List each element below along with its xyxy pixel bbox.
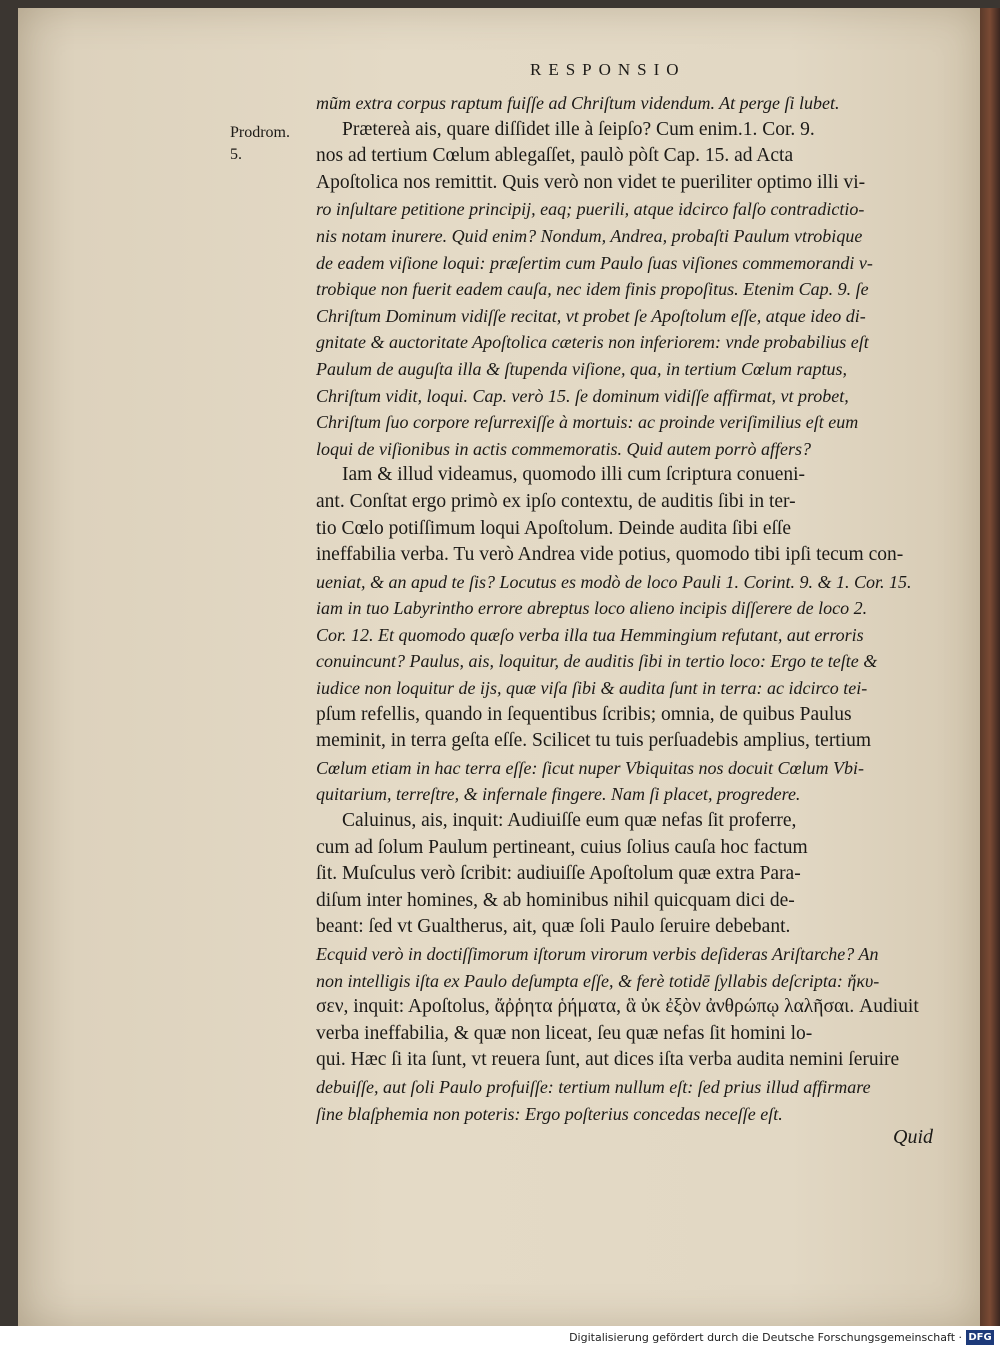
text-line: pſum refellis, quando in ſequentibus ſcribis; omnia, de quibus Paulus <box>316 703 852 725</box>
text-line: diſum inter homines, & ab hominibus nihil quicquam dici de- <box>316 889 795 911</box>
text-line: Cœlum etiam in hac terra eſſe: ſicut nuper Vbiquitas nos docuit Cœlum Vbi- <box>316 757 864 778</box>
text-line: trobique non fuerit eadem cauſa, nec idem finis propoſitus. Etenim Cap. 9. ſe <box>316 279 869 300</box>
book-edge <box>980 8 1000 1326</box>
text-line: mũm extra corpus raptum fuiſſe ad Chriſtum videndum. At perge ſi lubet. <box>316 93 840 113</box>
text-line: tio Cœlo potiſſimum loqui Apoſtolum. Deinde audita ſibi eſſe <box>316 517 792 539</box>
text-line: nis notam inurere. Quid enim? Nondum, Andrea, probaſti Paulum vtrobique <box>316 225 863 246</box>
text-line: Ecquid verò in doctiſſimorum iſtorum virorum verbis deſideras Ariſtarche? An <box>316 944 879 964</box>
text-line: ineffabilia verba. Tu verò Andrea vide potius, quomodo tibi ipſi tecum con- <box>316 544 904 566</box>
dfg-logo: DFG <box>966 1330 994 1345</box>
footer-credit: Digitalisierung gefördert durch die Deutsche Forschungsgemeinschaft · <box>569 1331 962 1344</box>
text-line: σεν, inquit: Apoſtolus, ἄῤῥητα ῥήματα, ἃ ὐκ ἐξὸν ἀνθρώπῳ λαλῆσαι. Audiuit <box>316 996 919 1018</box>
text-line: qui. Hæc ſi ita ſunt, vt reuera ſunt, aut dices iſta verba audita nemini ſeruire <box>316 1049 900 1071</box>
text-line: Iam & illud videamus, quomodo illi cum ſcriptura conueni- <box>342 464 806 486</box>
text-line: Caluinus, ais, inquit: Audiuiſſe eum quæ nefas ſit proferre, <box>342 810 797 832</box>
text-line: debuiſſe, aut ſoli Paulo profuiſſe: tertium nullum eſt: ſed prius illud affirmare <box>316 1076 871 1097</box>
text-line: ueniat, & an apud te ſis? Locutus es modò de loco Pauli 1. Corint. 9. & 1. Cor. 15. <box>316 571 912 592</box>
text-line: Chriſtum Dominum vidiſſe recitat, vt probet ſe Apoſtolum eſſe, atque ideo di- <box>316 305 866 326</box>
text-line: ro inſultare petitione principij, eaq; puerili, atque idcirco falſo contradictio- <box>316 199 865 220</box>
text-line: quitarium, terreſtre, & infernale fingere. Nam ſi placet, progredere. <box>316 784 801 805</box>
text-line: loqui de viſionibus in actis commemoratis. Quid autem porrò affers? <box>316 438 811 459</box>
text-line: ſine blaſphemia non poteris: Ergo poſterius concedas neceſſe eſt. <box>316 1103 783 1124</box>
text-line: nos ad tertium Cœlum ablegaſſet, paulò pòſt Cap. 15. ad Acta <box>316 145 794 167</box>
text-line: beant: ſed vt Gualtherus, ait, quæ ſoli Paulo ſeruire debebant. <box>316 916 791 938</box>
text-line: Cor. 12. Et quomodo quæſo verba illa tua Hemmingium refutant, aut erroris <box>316 624 864 645</box>
text-line: ſit. Muſculus verò ſcribit: audiuiſſe Apoſtolum quæ extra Para- <box>316 863 801 885</box>
text-line: Chriſtum ſuo corpore reſurrexiſſe à mortuis: ac proinde veriſimilius eſt eum <box>316 412 859 433</box>
text-line: Chriſtum vidit, loqui. Cap. verò 15. ſe dominum vidiſſe affirmat, vt probet, <box>316 385 849 406</box>
text-line: Paulum de auguſta illa & ſtupenda viſione, qua, in tertium Cœlum raptus, <box>316 358 847 379</box>
margin-note-line: 5. <box>230 146 242 163</box>
text-line: iam in tuo Labyrintho errore abreptus loco alieno incipis diſſerere de loco 2. <box>316 598 868 619</box>
text-line: gnitate & auctoritate Apoſtolica cæteris non inferiorem: vnde probabilius eſt <box>316 332 869 353</box>
body-text <box>316 90 948 1127</box>
text-line: iudice non loquitur de ijs, quæ viſa ſibi & audita ſunt in terra: ac idcirco tei- <box>316 678 868 699</box>
text-line: de eadem viſione loqui: præſertim cum Paulo ſuas viſiones commemorandi v- <box>316 252 873 273</box>
text-line: meminit, in terra geſta eſſe. Scilicet tu tuis perſuadebis amplius, tertium <box>316 730 872 752</box>
text-line: non intelligis iſta ex Paulo deſumpta eſſe, & ferè totidē ſyllabis deſcripta: ἤκυ- <box>316 970 880 991</box>
text-line: conuincunt? Paulus, ais, loquitur, de auditis ſibi in tertio loco: Ergo te teſte & <box>316 651 878 672</box>
text-line: Prætereà ais, quare diſſidet ille à ſeipſo? Cum enim.1. Cor. 9. <box>342 118 815 140</box>
text-line: Apoſtolica nos remittit. Quis verò non videt te pueriliter optimo illi vi- <box>316 171 866 193</box>
margin-note <box>230 122 290 166</box>
text-line: cum ad ſolum Paulum pertineant, cuius ſolius cauſa hoc factum <box>316 836 808 858</box>
margin-note-line: Prodrom. <box>230 124 290 141</box>
footer-bar <box>0 1326 1000 1350</box>
text-line: ant. Conſtat ergo primò ex ipſo contextu, de auditis ſibi in ter- <box>316 490 796 512</box>
text-line: verba ineffabilia, & quæ non liceat, ſeu quæ nefas ſit homini lo- <box>316 1022 813 1044</box>
running-head: RESPONSIO <box>530 60 686 79</box>
catchword: Quid <box>893 1126 933 1148</box>
